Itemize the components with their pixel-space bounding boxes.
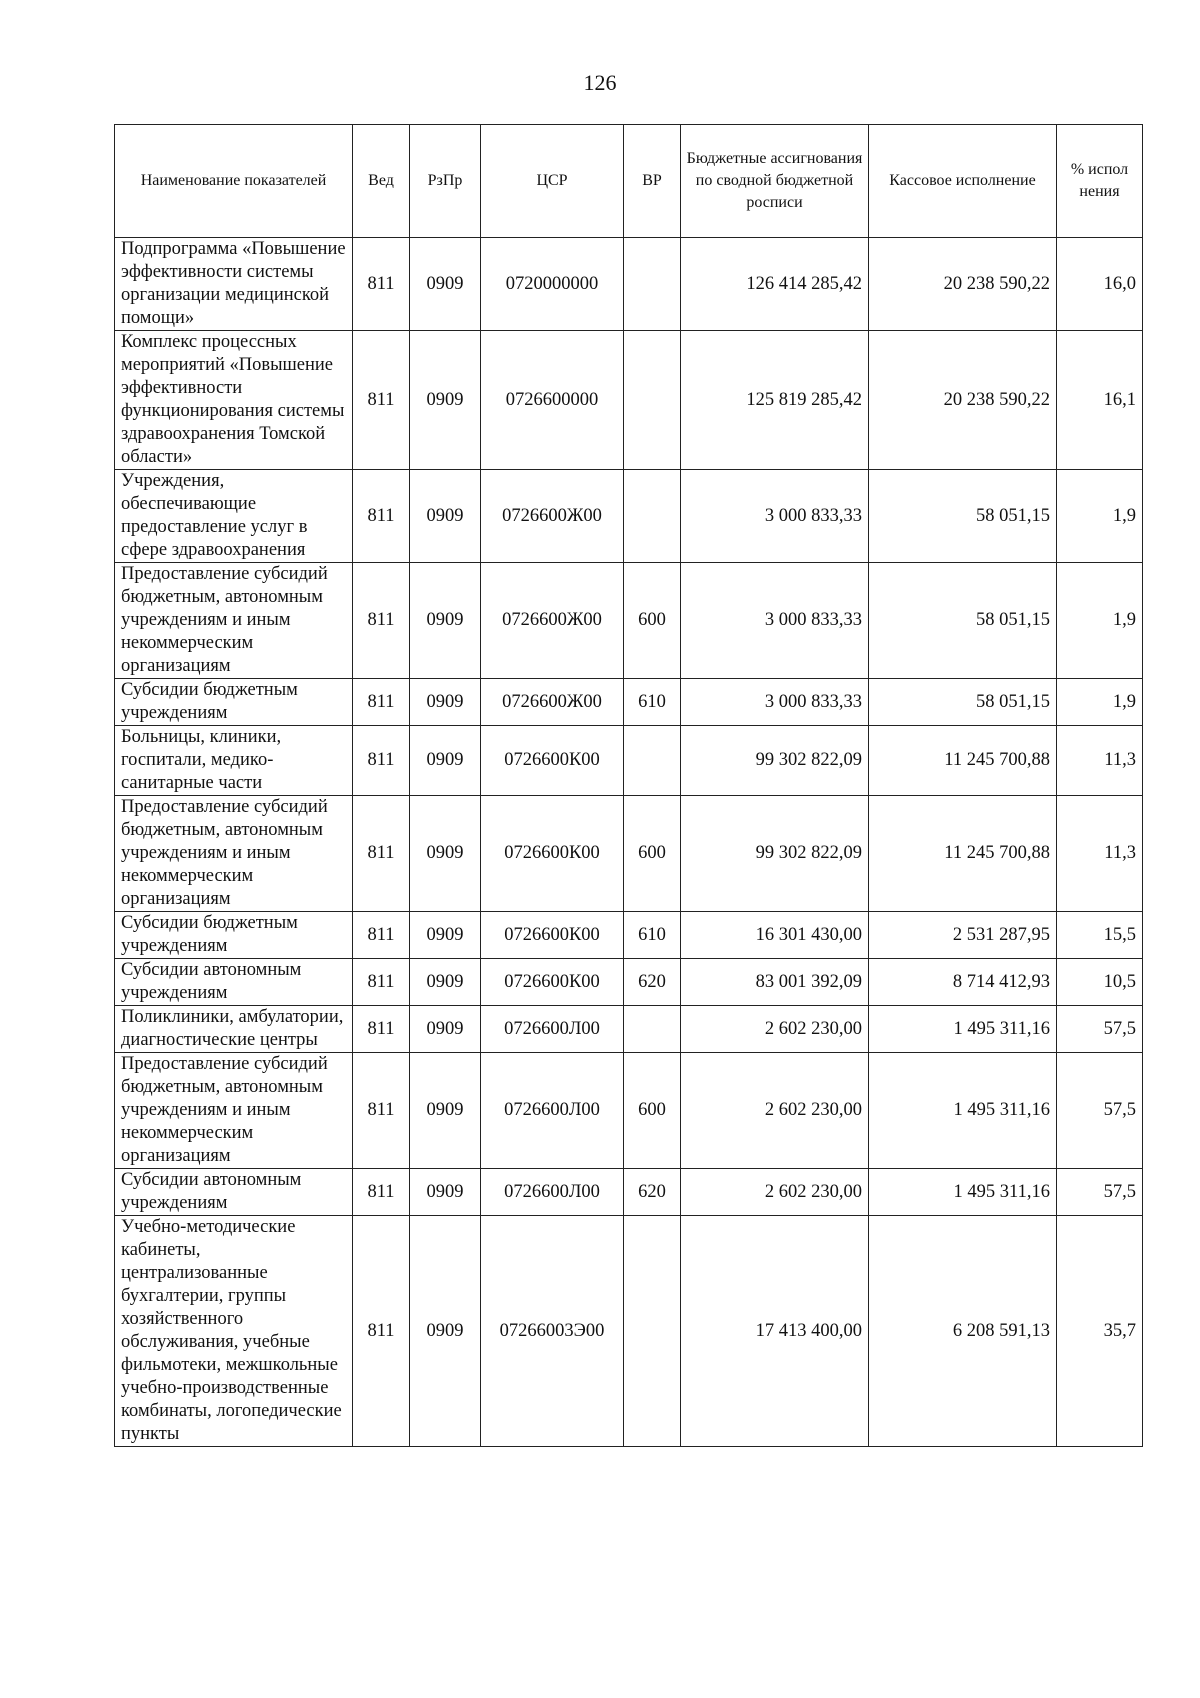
cell-percent: 11,3 (1057, 726, 1143, 796)
cell-percent: 16,1 (1057, 331, 1143, 470)
cell-rzpr: 0909 (410, 726, 481, 796)
cell-name: Субсидии бюджетным учреждениям (115, 912, 353, 959)
cell-csr: 0726600Ж00 (481, 679, 624, 726)
cell-ved: 811 (353, 1216, 410, 1447)
budget-table (114, 124, 1143, 1447)
cell-ved: 811 (353, 796, 410, 912)
cell-cash: 1 495 311,16 (869, 1053, 1057, 1169)
cell-vr: 610 (624, 912, 681, 959)
cell-ved: 811 (353, 726, 410, 796)
header-cash: Кассовое исполнение (869, 125, 1057, 238)
cell-name: Субсидии бюджетным учреждениям (115, 679, 353, 726)
header-name: Наименование показателей (115, 125, 353, 238)
cell-csr: 0726600Л00 (481, 1053, 624, 1169)
cell-ved: 811 (353, 563, 410, 679)
cell-budget: 83 001 392,09 (681, 959, 869, 1006)
cell-cash: 11 245 700,88 (869, 796, 1057, 912)
cell-cash: 6 208 591,13 (869, 1216, 1057, 1447)
table-row (115, 1006, 1143, 1053)
cell-csr: 0726600К00 (481, 959, 624, 1006)
table-row (115, 1216, 1143, 1447)
cell-vr (624, 1216, 681, 1447)
cell-budget: 2 602 230,00 (681, 1006, 869, 1053)
cell-rzpr: 0909 (410, 331, 481, 470)
cell-percent: 35,7 (1057, 1216, 1143, 1447)
cell-csr: 0726600Ж00 (481, 563, 624, 679)
cell-csr: 0726600Л00 (481, 1169, 624, 1216)
cell-ved: 811 (353, 238, 410, 331)
cell-ved: 811 (353, 1169, 410, 1216)
cell-vr (624, 1006, 681, 1053)
cell-rzpr: 0909 (410, 1169, 481, 1216)
cell-ved: 811 (353, 1053, 410, 1169)
table-row (115, 238, 1143, 331)
cell-cash: 20 238 590,22 (869, 331, 1057, 470)
cell-budget: 126 414 285,42 (681, 238, 869, 331)
table-row (115, 959, 1143, 1006)
table-row (115, 1053, 1143, 1169)
cell-name: Предоставление субсидий бюджетным, автономным учреждениям и иным некоммерческим организациям (115, 796, 353, 912)
cell-ved: 811 (353, 331, 410, 470)
header-ved: Вед (353, 125, 410, 238)
cell-vr (624, 331, 681, 470)
cell-name: Субсидии автономным учреждениям (115, 959, 353, 1006)
cell-csr: 0726600К00 (481, 726, 624, 796)
cell-cash: 11 245 700,88 (869, 726, 1057, 796)
cell-rzpr: 0909 (410, 912, 481, 959)
cell-rzpr: 0909 (410, 1006, 481, 1053)
cell-ved: 811 (353, 1006, 410, 1053)
table-row (115, 912, 1143, 959)
table-row (115, 796, 1143, 912)
header-csr: ЦСР (481, 125, 624, 238)
cell-ved: 811 (353, 470, 410, 563)
cell-cash: 8 714 412,93 (869, 959, 1057, 1006)
cell-percent: 10,5 (1057, 959, 1143, 1006)
cell-cash: 1 495 311,16 (869, 1169, 1057, 1216)
cell-percent: 1,9 (1057, 563, 1143, 679)
cell-budget: 2 602 230,00 (681, 1053, 869, 1169)
cell-budget: 125 819 285,42 (681, 331, 869, 470)
cell-csr: 07266003Э00 (481, 1216, 624, 1447)
cell-ved: 811 (353, 912, 410, 959)
cell-percent: 57,5 (1057, 1006, 1143, 1053)
table-row (115, 679, 1143, 726)
cell-csr: 0726600Ж00 (481, 470, 624, 563)
cell-cash: 20 238 590,22 (869, 238, 1057, 331)
cell-name: Предоставление субсидий бюджетным, автономным учреждениям и иным некоммерческим организациям (115, 1053, 353, 1169)
cell-csr: 0726600К00 (481, 796, 624, 912)
cell-rzpr: 0909 (410, 563, 481, 679)
header-budget: Бюджетные ассигнования по сводной бюджетной росписи (681, 125, 869, 238)
cell-name: Учебно-методические кабинеты, централизованные бухгалтерии, группы хозяйственного обслуживания, учебные фильмотеки, межшкольные учебно-производственные комбинаты, логопедические пункты (115, 1216, 353, 1447)
cell-vr: 620 (624, 959, 681, 1006)
cell-name: Подпрограмма «Повышение эффективности системы организации медицинской помощи» (115, 238, 353, 331)
cell-rzpr: 0909 (410, 679, 481, 726)
cell-vr: 610 (624, 679, 681, 726)
header-rzpr: РзПр (410, 125, 481, 238)
cell-rzpr: 0909 (410, 1053, 481, 1169)
cell-vr (624, 238, 681, 331)
cell-csr: 0720000000 (481, 238, 624, 331)
cell-budget: 2 602 230,00 (681, 1169, 869, 1216)
cell-budget: 99 302 822,09 (681, 796, 869, 912)
cell-cash: 58 051,15 (869, 563, 1057, 679)
cell-name: Предоставление субсидий бюджетным, автономным учреждениям и иным некоммерческим организациям (115, 563, 353, 679)
cell-percent: 11,3 (1057, 796, 1143, 912)
cell-cash: 58 051,15 (869, 470, 1057, 563)
cell-cash: 1 495 311,16 (869, 1006, 1057, 1053)
cell-ved: 811 (353, 679, 410, 726)
cell-rzpr: 0909 (410, 1216, 481, 1447)
cell-cash: 2 531 287,95 (869, 912, 1057, 959)
header-row (115, 125, 1143, 238)
cell-vr: 600 (624, 563, 681, 679)
table-row (115, 1169, 1143, 1216)
cell-percent: 1,9 (1057, 679, 1143, 726)
cell-name: Комплекс процессных мероприятий «Повышение эффективности функционирования системы здравоохранения Томской области» (115, 331, 353, 470)
cell-vr: 600 (624, 796, 681, 912)
cell-budget: 17 413 400,00 (681, 1216, 869, 1447)
table-row (115, 331, 1143, 470)
cell-budget: 3 000 833,33 (681, 470, 869, 563)
cell-vr (624, 470, 681, 563)
cell-percent: 57,5 (1057, 1053, 1143, 1169)
cell-rzpr: 0909 (410, 470, 481, 563)
cell-rzpr: 0909 (410, 238, 481, 331)
table-header (115, 125, 1143, 238)
cell-name: Субсидии автономным учреждениям (115, 1169, 353, 1216)
cell-budget: 3 000 833,33 (681, 679, 869, 726)
cell-cash: 58 051,15 (869, 679, 1057, 726)
cell-ved: 811 (353, 959, 410, 1006)
cell-name: Поликлиники, амбулатории, диагностические центры (115, 1006, 353, 1053)
page-number: 126 (583, 70, 617, 95)
cell-name: Учреждения, обеспечивающие предоставление услуг в сфере здравоохранения (115, 470, 353, 563)
cell-csr: 0726600Л00 (481, 1006, 624, 1053)
table-body (115, 238, 1143, 1447)
cell-budget: 3 000 833,33 (681, 563, 869, 679)
cell-percent: 57,5 (1057, 1169, 1143, 1216)
cell-vr: 600 (624, 1053, 681, 1169)
header-vr: ВР (624, 125, 681, 238)
cell-csr: 0726600000 (481, 331, 624, 470)
cell-budget: 16 301 430,00 (681, 912, 869, 959)
cell-rzpr: 0909 (410, 796, 481, 912)
cell-percent: 16,0 (1057, 238, 1143, 331)
table-row (115, 563, 1143, 679)
cell-csr: 0726600К00 (481, 912, 624, 959)
table-row (115, 726, 1143, 796)
cell-vr (624, 726, 681, 796)
cell-vr: 620 (624, 1169, 681, 1216)
header-percent: % испол нения (1057, 125, 1143, 238)
cell-percent: 15,5 (1057, 912, 1143, 959)
cell-name: Больницы, клиники, госпитали, медико-санитарные части (115, 726, 353, 796)
cell-percent: 1,9 (1057, 470, 1143, 563)
cell-rzpr: 0909 (410, 959, 481, 1006)
cell-budget: 99 302 822,09 (681, 726, 869, 796)
table-row (115, 470, 1143, 563)
